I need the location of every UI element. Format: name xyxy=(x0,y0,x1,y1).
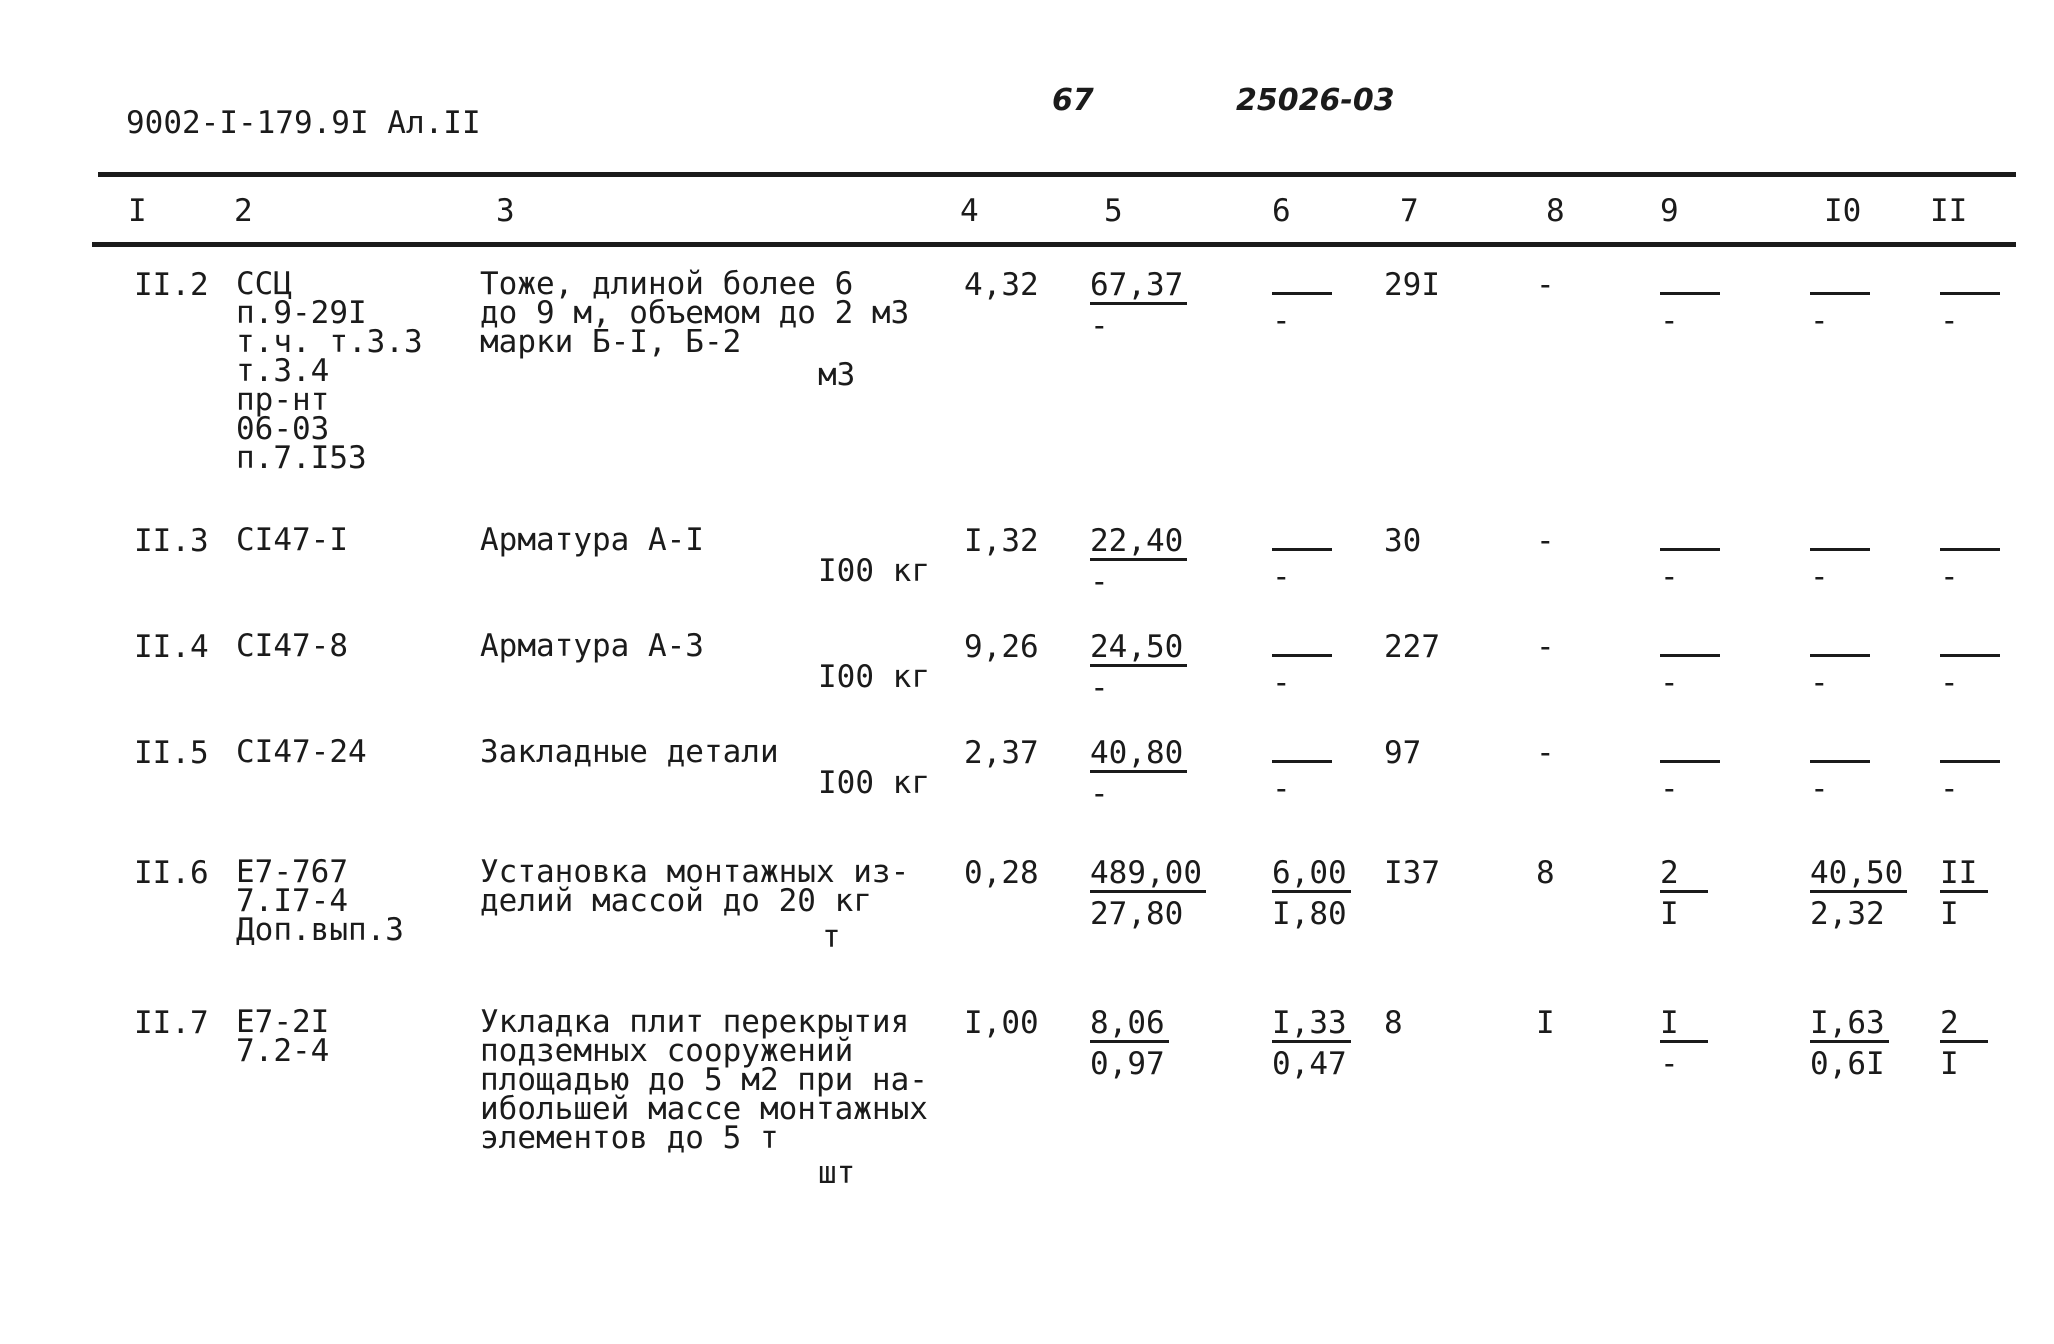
fraction-denominator: 0,97 xyxy=(1090,1046,1165,1082)
fraction-c11 xyxy=(1940,632,2000,701)
fraction-numerator xyxy=(1660,744,1720,763)
fraction-denominator: - xyxy=(1810,559,1829,595)
fraction-denominator: - xyxy=(1660,771,1679,807)
fraction-denominator: I xyxy=(1660,896,1679,932)
col7-value: 227 xyxy=(1384,629,1440,665)
fraction-numerator xyxy=(1940,276,2000,295)
norm-reference: CI47-8 xyxy=(236,628,348,664)
fraction-c9 xyxy=(1660,738,1720,807)
quantity: 2,37 xyxy=(964,735,1039,771)
norm-reference: CI47-I xyxy=(236,522,348,558)
work-description: Тоже, длиной более 6 до 9 м, объемом до 2 м3 марки Б-I, Б-2 xyxy=(480,266,910,360)
fraction-c9 xyxy=(1660,632,1720,701)
fraction-c9 xyxy=(1660,270,1720,339)
fraction-numerator xyxy=(1940,532,2000,551)
fraction-c6 xyxy=(1272,1005,1351,1082)
fraction-numerator xyxy=(1660,532,1720,551)
work-description: Арматура А-3 xyxy=(480,628,704,664)
fraction-denominator: - xyxy=(1660,1046,1679,1082)
fraction-c9 xyxy=(1660,855,1708,932)
header-rule xyxy=(92,242,2016,247)
fraction-c10 xyxy=(1810,1005,1889,1082)
fraction-denominator: - xyxy=(1090,670,1109,706)
fraction-numerator: I xyxy=(1660,1008,1708,1043)
unit-of-measure: т xyxy=(822,919,841,955)
fraction-c6 xyxy=(1272,855,1351,932)
row-number: II.7 xyxy=(134,1005,209,1041)
archive-stamp: 25026-03 xyxy=(1236,83,1395,118)
unit-of-measure: I00 кг xyxy=(818,553,930,589)
quantity: I,00 xyxy=(964,1005,1039,1041)
col8-value: - xyxy=(1536,267,1555,303)
fraction-c6 xyxy=(1272,632,1332,701)
fraction-numerator: 40,80 xyxy=(1090,738,1187,773)
fraction-denominator: - xyxy=(1940,665,1959,701)
fraction-denominator: - xyxy=(1272,559,1291,595)
fraction-denominator: 0,47 xyxy=(1272,1046,1347,1082)
fraction-numerator: 2 xyxy=(1660,858,1708,893)
fraction-denominator: 2,32 xyxy=(1810,896,1885,932)
fraction-denominator: I,80 xyxy=(1272,896,1347,932)
fraction-denominator: - xyxy=(1272,665,1291,701)
col-header-6: 6 xyxy=(1272,193,1291,229)
col8-value: - xyxy=(1536,629,1555,665)
document-code: 9002-I-179.9I Ал.II xyxy=(126,105,481,141)
row-number: II.6 xyxy=(134,855,209,891)
fraction-numerator: 8,06 xyxy=(1090,1008,1169,1043)
fraction-denominator: - xyxy=(1660,303,1679,339)
col7-value: 8 xyxy=(1384,1005,1403,1041)
fraction-numerator xyxy=(1810,638,1870,657)
fraction-c9 xyxy=(1660,526,1720,595)
fraction-numerator xyxy=(1810,744,1870,763)
fraction-c11 xyxy=(1940,1005,1988,1082)
fraction-numerator xyxy=(1940,744,2000,763)
fraction-c11 xyxy=(1940,738,2000,807)
fraction-numerator: 40,50 xyxy=(1810,858,1907,893)
col-header-5: 5 xyxy=(1104,193,1123,229)
fraction-c5 xyxy=(1090,629,1187,706)
fraction-numerator: 2 xyxy=(1940,1008,1988,1043)
row-number: II.3 xyxy=(134,523,209,559)
row-number: II.5 xyxy=(134,735,209,771)
fraction-c11 xyxy=(1940,526,2000,595)
fraction-denominator: 0,6I xyxy=(1810,1046,1885,1082)
row-number: II.2 xyxy=(134,267,209,303)
fraction-numerator xyxy=(1660,276,1720,295)
col-header-7: 7 xyxy=(1400,193,1419,229)
norm-reference: E7-2I 7.2-4 xyxy=(236,1004,330,1069)
unit-of-measure: м3 xyxy=(818,357,856,393)
col7-value: 29I xyxy=(1384,267,1440,303)
fraction-numerator xyxy=(1940,638,2000,657)
fraction-denominator: - xyxy=(1660,665,1679,701)
fraction-numerator: I,63 xyxy=(1810,1008,1889,1043)
fraction-c10 xyxy=(1810,526,1870,595)
fraction-c10 xyxy=(1810,738,1870,807)
col7-value: 97 xyxy=(1384,735,1422,771)
fraction-c10 xyxy=(1810,270,1870,339)
fraction-numerator: 489,00 xyxy=(1090,858,1206,893)
fraction-numerator xyxy=(1272,276,1332,295)
fraction-denominator: - xyxy=(1940,771,1959,807)
fraction-c5 xyxy=(1090,267,1187,344)
fraction-denominator: - xyxy=(1272,303,1291,339)
fraction-c5 xyxy=(1090,735,1187,812)
work-description: Укладка плит перекрытия подземных сооружений площадью до 5 м2 при на- ибольшей массе монтажных элементов до 5 т xyxy=(480,1004,928,1156)
col-header-10: I0 xyxy=(1824,193,1862,229)
fraction-c9 xyxy=(1660,1005,1708,1082)
fraction-denominator: I xyxy=(1940,896,1959,932)
fraction-c11 xyxy=(1940,270,2000,339)
fraction-numerator: 24,50 xyxy=(1090,632,1187,667)
fraction-numerator xyxy=(1272,744,1332,763)
norm-reference: CI47-24 xyxy=(236,734,367,770)
fraction-numerator: 6,00 xyxy=(1272,858,1351,893)
quantity: 9,26 xyxy=(964,629,1039,665)
fraction-denominator: - xyxy=(1660,559,1679,595)
norm-reference: ССЦ п.9-29I т.ч. т.3.3 т.3.4 пр-нт 06-03 п.7.I53 xyxy=(236,266,423,476)
fraction-numerator xyxy=(1272,532,1332,551)
fraction-c5 xyxy=(1090,855,1206,932)
work-description: Арматура А-I xyxy=(480,522,704,558)
fraction-denominator: - xyxy=(1272,771,1291,807)
fraction-denominator: - xyxy=(1940,559,1959,595)
fraction-denominator: - xyxy=(1810,303,1829,339)
col-header-1: I xyxy=(128,193,147,229)
fraction-c6 xyxy=(1272,526,1332,595)
fraction-numerator xyxy=(1660,638,1720,657)
fraction-c10 xyxy=(1810,632,1870,701)
unit-of-measure: шт xyxy=(818,1155,856,1191)
fraction-denominator: 27,80 xyxy=(1090,896,1184,932)
fraction-denominator: I xyxy=(1940,1046,1959,1082)
fraction-numerator: 67,37 xyxy=(1090,270,1187,305)
col8-value: - xyxy=(1536,735,1555,771)
norm-reference: E7-767 7.I7-4 Доп.вып.3 xyxy=(236,854,404,948)
fraction-c10 xyxy=(1810,855,1907,932)
col-header-4: 4 xyxy=(960,193,979,229)
fraction-c6 xyxy=(1272,738,1332,807)
page-number: 67 xyxy=(1052,83,1094,118)
fraction-numerator xyxy=(1272,638,1332,657)
unit-of-measure: I00 кг xyxy=(818,659,930,695)
col-header-11: II xyxy=(1930,193,1968,229)
fraction-c11 xyxy=(1940,855,1988,932)
fraction-numerator: I,33 xyxy=(1272,1008,1351,1043)
fraction-denominator: - xyxy=(1940,303,1959,339)
unit-of-measure: I00 кг xyxy=(818,765,930,801)
fraction-c6 xyxy=(1272,270,1332,339)
quantity: 0,28 xyxy=(964,855,1039,891)
fraction-numerator: 22,40 xyxy=(1090,526,1187,561)
col8-value: I xyxy=(1536,1005,1555,1041)
quantity: I,32 xyxy=(964,523,1039,559)
col-header-8: 8 xyxy=(1546,193,1565,229)
col7-value: 30 xyxy=(1384,523,1422,559)
fraction-numerator xyxy=(1810,276,1870,295)
fraction-numerator xyxy=(1810,532,1870,551)
fraction-c5 xyxy=(1090,523,1187,600)
work-description: Закладные детали xyxy=(480,734,779,770)
col-header-2: 2 xyxy=(234,193,253,229)
fraction-denominator: - xyxy=(1090,308,1109,344)
col8-value: - xyxy=(1536,523,1555,559)
col-header-3: 3 xyxy=(496,193,515,229)
fraction-denominator: - xyxy=(1810,771,1829,807)
col7-value: I37 xyxy=(1384,855,1440,891)
quantity: 4,32 xyxy=(964,267,1039,303)
fraction-denominator: - xyxy=(1090,564,1109,600)
row-number: II.4 xyxy=(134,629,209,665)
col-header-9: 9 xyxy=(1660,193,1679,229)
col8-value: 8 xyxy=(1536,855,1555,891)
fraction-denominator: - xyxy=(1810,665,1829,701)
fraction-numerator: II xyxy=(1940,858,1988,893)
fraction-denominator: - xyxy=(1090,776,1109,812)
top-rule xyxy=(98,172,2016,177)
fraction-c5 xyxy=(1090,1005,1169,1082)
work-description: Установка монтажных из- делий массой до 20 кг xyxy=(480,854,910,919)
